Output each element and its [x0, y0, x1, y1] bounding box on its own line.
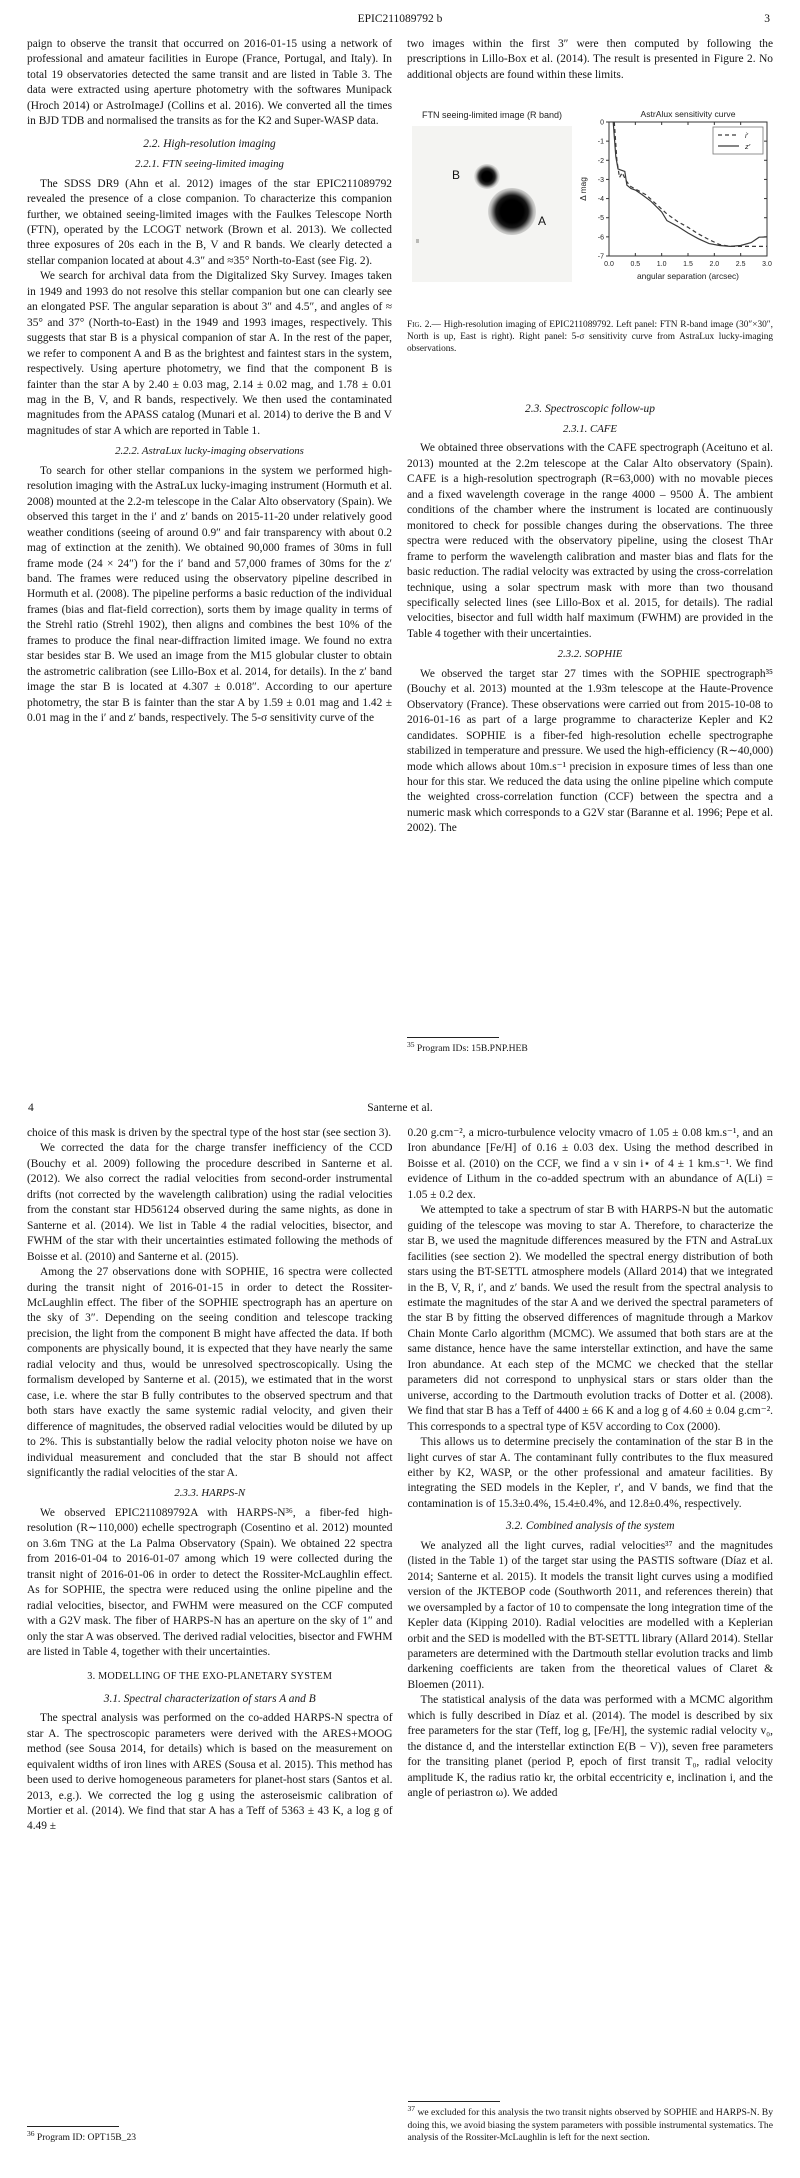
- section-heading: 3.1. Spectral characterization of stars A and B: [103, 1692, 316, 1705]
- footnote-number: 37: [407, 2104, 415, 2114]
- footnote-35: [407, 1037, 773, 1056]
- footnote-36: [27, 2126, 393, 2145]
- footnote-rule: [407, 1037, 499, 1038]
- svg-text:-1: -1: [597, 139, 604, 147]
- right-column: [407, 37, 773, 1072]
- running-title: EPIC211089792 b: [357, 13, 443, 25]
- section-heading: 3. MODELLING OF THE EXO-PLANETARY SYSTEM: [87, 1671, 333, 1683]
- sensitivity-curve-chart: [577, 108, 773, 290]
- paragraph: The SDSS DR9 (Ahn et al. 2012) images of the star EPIC211089792 revealed the presence of a close companion. To characterize this companion further, we obtained seeing-limited images with the Faulkes Telescope North (FTN), operated by the LCOGT network (Brown et al. 2013). We collected three exposures of 20s each in the B, V and R bands. We clearly detected a stellar companion located at about 4.3″ and ≈35° North-to-East (see Fig. 2).: [27, 177, 392, 267]
- svg-text:i′: i′: [745, 131, 749, 141]
- footnote-rule: [408, 2101, 500, 2102]
- section-heading: 2.3.2. SOPHIE: [557, 648, 623, 661]
- paragraph: We observed EPIC211089792A with HARPS-N³⁶, a fiber-fed high-resolution (R∼110,000) echelle spectrograph (Cosentino et al. 2012) mounted on 3.6m TNG at the La Palma Observatory (Spain). We obtained 22 spectra from 2016-01-04 to 2016-01-07 among which 19 were collected during the transit night of 2016-01-06 in order to detect the Rossiter-McLaughlin effect. As for SOPHIE, the spectra were reduced using the online pipeline and the radial velocities, bisector, and FWHM were measured on the CCF computed with a G2V mask. The fiber of HARPS-N has an aperture on the sky of 1″ and only the star A was observed. The derived radial velocities, bisector and FWHM are listed in Table 4, together with their uncertainties.: [27, 1506, 393, 1658]
- paragraph: We corrected the data for the charge transfer inefficiency of the CCD (Bouchy et al. 2009) following the procedure described in Santerne et al. (2012). We also correct the radial velocities from second-order instrumental drifts (not corrected by the wavelength calibration) using the radial velocities from the constant star HD56124 observed during the same nights, as done in Santerne et al. (2014). We list in Table 4 the radial velocities, bisector, and FWHM of the star with their uncertainties estimated following the methods of Boisse et al. (2010) and Santerne et al. (2015).: [27, 1142, 393, 1263]
- section-heading: 2.3.1. CAFE: [563, 422, 617, 435]
- section-heading: 2.3.3. HARPS-N: [174, 1487, 246, 1500]
- svg-text:angular separation (arcsec): angular separation (arcsec): [637, 271, 739, 282]
- svg-text:2.0: 2.0: [709, 261, 720, 269]
- section-heading: 2.3. Spectroscopic follow-up: [525, 402, 655, 415]
- svg-text:1.0: 1.0: [656, 261, 667, 269]
- left-column: [27, 37, 392, 1072]
- image-artifact: [416, 239, 419, 243]
- paragraph: paign to observe the transit that occurred on 2016-01-15 using a network of professional and amateur facilities in Europe (France, Portugal, and Italy). In total 19 observatories detected the same transit and are listed in Table 3. The data were extracted using aperture photometry with the softwares Munipack (Hroch 2014) or AstroImageJ (Collins et al. 2016). We converted all the times in BJD TDB and normalised the transits as for the K2 and Super-WASP data.: [27, 38, 392, 128]
- footnote-number: 35: [407, 1040, 415, 1050]
- svg-text:-5: -5: [597, 215, 604, 223]
- svg-text:-2: -2: [597, 158, 604, 166]
- paragraph: The spectral analysis was performed on the co-added HARPS-N spectra of star A. The spectroscopic parameters were derived with the ARES+MOOG method (see Sousa 2014, for details) which is based on the measurement on equivalent widths of iron lines with ARES (Sousa et al. 2015). This method has been used to derive homogeneous parameters for planet-host stars (Santos et al. 2013, e.g.). We corrected the log g using the asteroseismic calibration of Mortier et al. (2014). We find that star A has a Teff of 5363 ± 43 K, a log g of 4.49 ±: [27, 1712, 393, 1833]
- section-heading: 2.2. High-resolution imaging: [143, 137, 276, 150]
- figure-panel-ftn-image: [407, 108, 577, 281]
- running-header: [0, 0, 800, 30]
- section-heading: 3.2. Combined analysis of the system: [505, 1520, 675, 1533]
- paragraph: Among the 27 observations done with SOPHIE, 16 spectra were collected during the transit night of 2016-01-15 in order to detect the Rossiter-McLaughlin effect. The fiber of the SOPHIE spectrograph has an aperture on the sky of 3″. Depending on the seeing condition and telescope tracking precision, the light from the component B might have affected the data. If both components are physically bound, it is expected that they have nearly the same radial velocity and thus, would be unresolved spectroscopically. Using the formalism developed by Santerne et al. (2015), we estimated that in the worst case, i.e. where the star B fully contributes to the observed spectrum and that both stars have exactly the same systemic radial velocity, and given their difference of magnitudes, the observed radial velocities would be diluted by up to 2%. This is substantially below the radial velocity photon noise we have on individual measurement and concluded that the star B should not affect significantly the radial velocities of the star A.: [27, 1266, 393, 1479]
- svg-text:-7: -7: [597, 253, 604, 261]
- svg-text:2.5: 2.5: [735, 261, 746, 269]
- svg-text:Δ mag: Δ mag: [578, 177, 588, 202]
- figure-2: [407, 108, 773, 355]
- paragraph: We search for archival data from the Digitalized Sky Survey. Images taken in 1949 and 1993 do not resolve this stellar companion but one can clearly see an elongated PSF. The angular separation is about 3″ and 4.5″, and angles of ≈ 35° and 37° (North-to-East) in the 1949 and 1993 images, respectively. This suggests that star B is a physical companion of star A. In the rest of the paper, we refer to component A and B as the brightest and faintest stars in the system, respectively. Using aperture photometry, we find that the component B is fainter than the star A by 2.40 ± 0.03 mag, 2.14 ± 0.02 mag, and 1.78 ± 0.01 mag in the B, V, and R bands, respectively. We then used the contaminated magnitudes from the APASS catalog (Munari et al. 2014) to derive the B and V magnitudes of star A which are reported in Table 1.: [27, 270, 392, 437]
- page-number: 3: [764, 13, 770, 25]
- figure-caption-label: Fig. 2.—: [407, 319, 441, 330]
- page-number: 4: [28, 1102, 34, 1114]
- right-column: [408, 1126, 774, 2161]
- figure-caption-text: High-resolution imaging of EPIC211089792. Left panel: FTN R-band image (30″×30″, North is up, East is right). Right panel: 5-σ sensitivity curve from AstraLux lucky-imaging observations.: [407, 319, 773, 354]
- footnote-37: [408, 2101, 774, 2145]
- svg-text:0.5: 0.5: [630, 261, 641, 269]
- star-b-label: B: [452, 167, 461, 182]
- paragraph: two images within the first 3″ were then computed by following the prescriptions in Lillo-Box et al. (2014). The result is presented in Figure 2. No additional objects are found within these limits.: [407, 38, 773, 81]
- figure-panel-sensitivity-chart: [577, 108, 773, 295]
- paragraph: This allows us to determine precisely the contamination of the star B in the light curves of star A. The contaminant fully contributes to the flux measured either by K2, WASP, or the other professional and amateur facilities. By integrating the SED models in the Kepler, r′, and V bands, we find that the contamination is of 15.3±0.4%, 15.4±0.4%, and 12.8±0.4%, respectively.: [407, 1436, 773, 1510]
- svg-text:-3: -3: [597, 177, 604, 185]
- svg-text:-6: -6: [597, 234, 604, 242]
- svg-text:z′: z′: [745, 142, 751, 152]
- paragraph: We attempted to take a spectrum of star B with HARPS-N but the automatic guiding of the telescope was moving to star A. Therefore, to characterize the star B, we used the magnitude differences measured by the FTN and AstraLux facilities (see section 2). We modelled the spectral energy distribution of both stars using the BT-SETTL atmosphere models (Allard 2014) that we integrated in the B, V, R, i′, and z′ bands. We used the result from the spectral analysis to estimate the magnitudes of the star A and we derived the spectral parameters of the star B by fitting the observed differences of magnitude through a Markov Chain Monte Carlo algorithm (MCMC). We assumed that both stars are at the same distance, hence have the same interstellar extinction, and have the same Iron abundance. At each step of the MCMC we checked that the stellar parameters did not correspond to unphysical stars or stars older than the universe, according to the Dartmouth evolution tracks of Dotter et al. (2008). We find that star B has a Teff of 4400 ± 66 K and a log g of 4.60 ± 0.04 g.cm⁻². This corresponds to a spectral type of K5V according to Cox (2000).: [407, 1204, 773, 1433]
- left-column: [27, 1126, 393, 2161]
- footnote-text: Program ID: OPT15B_23: [36, 2132, 137, 2144]
- footnote-number: 36: [27, 2129, 35, 2139]
- figure-caption: [407, 320, 773, 356]
- svg-text:3.0: 3.0: [762, 261, 772, 269]
- svg-text:-4: -4: [597, 196, 604, 204]
- star-b-blob: [474, 164, 500, 189]
- section-heading: 2.2.1. FTN seeing-limited imaging: [135, 158, 284, 171]
- section-heading: 2.2.2. AstraLux lucky-imaging observations: [115, 445, 304, 458]
- paragraph: The statistical analysis of the data was performed with a MCMC algorithm which is fully described in Díaz et al. (2014). The model is described by six free parameters for the star (Teff, log g, [Fe/H], the systemic radial velocity v₀, the distance d, and the interstellar extinction E(B − V)), seven free parameters for the transiting planet (period P, epoch of first transit T₀, radial velocity amplitude K, the radius ratio kr, the orbital eccentricity e, inclination i, and the angle of periastron ω). We added: [407, 1694, 773, 1800]
- paper-page-4: [0, 1089, 800, 2178]
- paragraph: We observed the target star 27 times with the SOPHIE spectrograph³⁵ (Bouchy et al. 2013) mounted at the 1.93m telescope at the Haute-Provence Observatory (France). These observations were carried out from 2015-10-08 to 2016-01-16 as part of a large programme to characterize Kepler and K2 candidates. SOPHIE is a fiber-fed high-resolution echelle spectrographe stabilized in temperature and pressure. We used the high-efficiency (R∼40,000) mode which allows about 10m.s⁻¹ precision in exposure times of less than one hour for this star. We reduced the data using the online pipeline which compute the weighted cross-correlation function (CCF) between the spectra and a numeric mask which corresponds to a G2V star (Baranne et al. 1996; Pepe et al. 2002). The: [407, 667, 773, 835]
- svg-text:0.0: 0.0: [604, 261, 614, 269]
- paragraph: We analyzed all the light curves, radial velocities³⁷ and the magnitudes (listed in the Table 1) of the target star using the PASTIS software (Díaz et al. 2014; Santerne et al. 2015). It models the transit light curves using a modified version of the JKTEBOP code (Southworth 2011, and references therein) that we oversampled by a factor of 10 to compensate the long integration time of the Kepler data (Kipping 2010). Radial velocities are modelled with a Keplerian orbit and the SED is modelled with the BT-SETTL library (Allard 2014). Stellar parameters are determined with the Dartmouth stellar evolution tracks and limb darkening coefficients are taken from the theoretical values of Claret & Bloemen (2011).: [407, 1539, 773, 1691]
- ftn-panel-title: FTN seeing-limited image (R band): [421, 110, 563, 121]
- star-a-label: A: [538, 213, 547, 228]
- footnote-text: Program IDs: 15B.PNP.HEB: [416, 1043, 528, 1055]
- running-header: [0, 1089, 800, 1119]
- paragraph: choice of this mask is driven by the spectral type of the host star (see section 3).: [27, 1127, 392, 1139]
- paragraph: We obtained three observations with the CAFE spectrograph (Aceituno et al. 2013) mounted at the 2.2m telescope at the Calar Alto observatory (Spain). CAFE is a high-resolution spectrograph (R=63,000) with no movable pieces and a fixed wavelength coverage in the range 4000 – 9500 Å. The ambient conditions of the chamber where the instrument is located are continuously monitored to check for possible changes during the observations. The three spectra were reduced with the observatory pipeline, using the closest ThAr frame to perform the wavelength calibration and master bias and flats for the basic reduction. The radial velocity was extracted by using the cross-correlation technique, using a solar spectrum mask with more than two thousand specifically selected lines (see Lillo-Box et al. 2015, for details). The radial velocities, bisector and full width half maximum (FWHM) are provided in the Table 4 together with their uncertainties.: [407, 442, 773, 640]
- paragraph: To search for other stellar companions in the system we performed high-resolution imaging with the AstraLux lucky-imaging instrument (Hormuth et al. 2008) mounted at the 2.2-m telescope in the Calar Alto observatory (Spain). We observed this target in the i′ and z′ bands on 2015-11-20 under relatively good weather conditions (seeing of around 0.9″ and fair transparency with about 0.2 mag of extinction at the zenith). We obtained 90,000 frames of 30ms in full frame mode (24 × 24″) for the i′ band and 57,000 frames of 30ms for the z′ band. The frames were reduced using the observatory pipeline described in Hormuth et al. (2008). The pipeline performs a basic reduction of the individual frames (bias and flat-field correction), sorts them by image quality in terms of the Strehl ratio (Strehl 1902), then aligns and combines the best 10% of the frames to produce the final near-diffraction limited image. We found no extra star besides star B. We used an image from the M15 globular cluster to obtain the astrometric calibration (see Lillo-Box et al. 2014, for details). In the z′ band image the star B is located at 4.307 ± 0.018″. According to our aperture photometry, the star B is fainter than the star A by 1.59 ± 0.01 mag and 1.42 ± 0.01 mag in the i′ and z′ bands, respectively. The 5-σ sensitivity curve of the: [27, 464, 392, 725]
- svg-text:1.5: 1.5: [683, 261, 693, 269]
- svg-text:AstrAlux sensitivity curve: AstrAlux sensitivity curve: [640, 109, 736, 120]
- svg-text:0: 0: [600, 119, 604, 127]
- footnote-rule: [27, 2126, 119, 2127]
- ftn-rband-image: [412, 126, 572, 282]
- footnote-text: we excluded for this analysis the two transit nights observed by SOPHIE and HARPS-N. By doing this, we avoid biasing the system parameters with possible instrumental systematics. The analysis of the Rossiter-McLaughlin is left for the next section.: [407, 2107, 774, 2144]
- running-title: Santerne et al.: [367, 1102, 433, 1114]
- paragraph: 0.20 g.cm⁻², a micro-turbulence velocity vmacro of 1.05 ± 0.08 km.s⁻¹, and an Iron abundance [Fe/H] of 0.16 ± 0.03 dex. Using the method described in Boisse et al. (2010) on the CCF, we find a v sin i⋆ of 4 ± 1 km.s⁻¹. We find evidence of Lithum in the co-added spectrum with an abundance of A(Li) = 1.05 ± 0.2 dex.: [407, 1127, 773, 1201]
- star-a-blob: [488, 188, 536, 235]
